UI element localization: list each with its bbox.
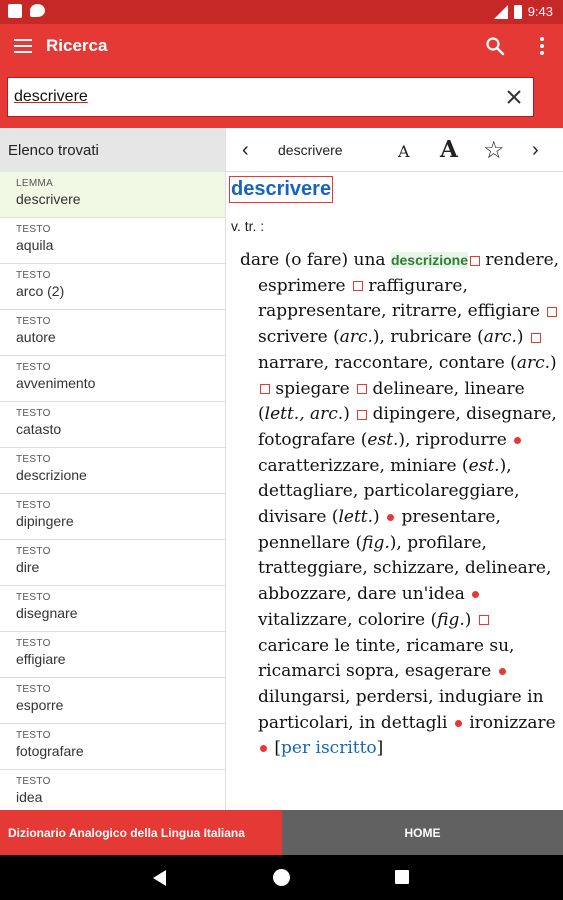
separator-square-icon	[531, 333, 541, 343]
definition-segment: )	[464, 609, 477, 630]
usage-note: est.	[468, 455, 500, 476]
list-item-type: TESTO	[16, 776, 51, 787]
list-item-type: LEMMA	[16, 178, 54, 189]
per-iscritto-link[interactable]: per iscritto	[281, 738, 377, 759]
definition-segment: dipingere, disegnare, fotografare (	[258, 404, 557, 450]
list-item-type: TESTO	[16, 638, 51, 649]
separator-dot-icon	[499, 668, 506, 675]
usage-note: arc.	[516, 352, 550, 373]
results-header: Elenco trovati	[0, 128, 225, 172]
chevron-left-icon[interactable]: ‹	[242, 139, 249, 161]
definition-segment: delineare, lineare (	[258, 378, 525, 425]
app-bar	[0, 24, 563, 68]
list-item[interactable]	[0, 678, 225, 724]
definition-segment: ), rubricare (	[372, 327, 484, 348]
list-item-word: dire	[16, 559, 40, 575]
usage-note: fig.	[362, 532, 390, 553]
tab-home[interactable]: HOME	[282, 810, 563, 855]
definition-segment: raffigurare, rappresentare, ritrarre, effigiare	[258, 275, 546, 322]
definition-segment: rendere, esprimere	[258, 250, 560, 296]
definition-segment: vitalizzare, colorire (	[258, 609, 438, 630]
separator-dot-icon	[387, 514, 394, 521]
list-item[interactable]	[0, 172, 225, 218]
separator-dot-icon	[472, 591, 479, 598]
list-item[interactable]	[0, 586, 225, 632]
definition-segment: ), profilare, tratteggiare, schizzare, delineare, abbozzare, dare un'idea	[258, 532, 552, 605]
list-item[interactable]	[0, 448, 225, 494]
definition-segment: [	[269, 738, 282, 759]
separator-square-icon	[357, 410, 367, 420]
star-icon[interactable]: ☆	[483, 137, 505, 164]
signal-icon	[494, 5, 508, 19]
list-item-type: TESTO	[16, 362, 51, 373]
font-increase-icon[interactable]: A	[440, 136, 458, 163]
definition-segment: dare (o fare) una	[240, 250, 391, 270]
tab-dictionary[interactable]: Dizionario Analogico della Lingua Italiana	[0, 810, 282, 855]
list-item-word: fotografare	[16, 743, 84, 759]
definition-segment: ), riprodurre	[398, 429, 513, 450]
list-item[interactable]	[0, 494, 225, 540]
message-icon	[30, 4, 45, 17]
home-icon[interactable]	[273, 869, 290, 886]
definition-segment: ]	[376, 738, 384, 759]
list-item-type: TESTO	[16, 224, 51, 235]
usage-note: arc.	[339, 327, 373, 348]
list-item-word: effigiare	[16, 651, 66, 667]
list-item-word: descrivere	[16, 191, 81, 207]
definition-segment: spiegare	[270, 378, 356, 399]
definition-segment: )	[343, 404, 356, 425]
detail-panel	[226, 128, 563, 810]
related-term-link[interactable]: descrizione	[390, 252, 468, 268]
list-item-word: esporre	[16, 697, 64, 713]
list-item[interactable]	[0, 770, 225, 810]
list-item-word: arco (2)	[16, 283, 65, 299]
battery-icon	[514, 5, 522, 19]
usage-note: est.	[367, 429, 399, 450]
separator-dot-icon	[514, 437, 521, 444]
definition-segment: dilungarsi, perdersi, indugiare in particolari, in dettagli	[258, 686, 544, 733]
definition-segment: )	[373, 507, 386, 528]
list-item[interactable]	[0, 632, 225, 678]
definition-segment: scrivere (	[258, 327, 340, 348]
list-item-word: catasto	[16, 421, 62, 437]
definition-segment: ), dettagliare, particolareggiare, divisare (	[258, 455, 520, 528]
back-icon[interactable]	[153, 870, 166, 886]
definition-segment: )	[550, 352, 557, 373]
list-item[interactable]	[0, 402, 225, 448]
separator-square-icon	[357, 384, 367, 394]
list-item-word: idea	[16, 789, 43, 805]
list-item[interactable]	[0, 218, 225, 264]
list-item-type: TESTO	[16, 592, 51, 603]
navigation-bar	[0, 855, 563, 900]
detail-toolbar	[226, 128, 563, 172]
separator-square-icon	[353, 281, 363, 291]
menu-icon[interactable]	[14, 39, 32, 53]
list-item-word: aquila	[16, 237, 54, 253]
list-item[interactable]	[0, 310, 225, 356]
list-item[interactable]	[0, 356, 225, 402]
status-bar	[0, 0, 563, 24]
clear-icon[interactable]	[505, 88, 523, 106]
separator-square-icon	[260, 384, 270, 394]
list-item[interactable]	[0, 724, 225, 770]
list-item[interactable]	[0, 264, 225, 310]
definition-segment: narrare, raccontare, contare (	[258, 352, 517, 373]
separator-square-icon	[547, 307, 557, 317]
toolbar-word: descrivere	[278, 142, 343, 158]
search-icon[interactable]	[485, 36, 505, 56]
list-item-type: TESTO	[16, 270, 51, 281]
usage-note: lett.	[338, 507, 374, 528]
sim-icon	[8, 4, 22, 18]
recent-apps-icon[interactable]	[395, 870, 409, 884]
list-item-word: dipingere	[16, 513, 74, 529]
list-item-word: descrizione	[16, 467, 87, 483]
separator-square-icon	[479, 615, 489, 625]
list-item-type: TESTO	[16, 546, 51, 557]
search-input[interactable]	[7, 77, 534, 117]
chevron-right-icon[interactable]: ›	[532, 139, 539, 161]
list-item-type: TESTO	[16, 408, 51, 419]
separator-dot-icon	[455, 720, 462, 727]
results-panel	[0, 128, 226, 810]
definition-segment: ironizzare	[463, 712, 556, 733]
usage-note: arc.	[483, 327, 517, 348]
list-item-word: autore	[16, 329, 56, 345]
separator-dot-icon	[260, 745, 267, 752]
list-item-type: TESTO	[16, 684, 51, 695]
definition-segment: )	[516, 327, 529, 348]
list-item-type: TESTO	[16, 730, 51, 741]
definition-segment: caricare le tinte, ricamare su, ricamarci sopra, esagerare	[258, 635, 515, 682]
list-item-type: TESTO	[16, 454, 51, 465]
list-item-word: disegnare	[16, 605, 78, 621]
part-of-speech: v. tr. :	[231, 218, 265, 234]
search-input-text: descrivere	[14, 88, 88, 105]
list-item-word: avvenimento	[16, 375, 96, 391]
list-item-type: TESTO	[16, 500, 51, 511]
status-time: 9:43	[527, 4, 553, 19]
entry-title: descrivere	[229, 176, 333, 203]
app-title: Ricerca	[46, 36, 108, 55]
search-bar	[0, 68, 563, 128]
more-options-icon[interactable]	[539, 37, 545, 55]
definition-segment: presentare, pennellare (	[258, 507, 501, 553]
usage-note: lett., arc.	[264, 404, 344, 425]
list-item[interactable]	[0, 540, 225, 586]
definition-segment: caratterizzare, miniare (	[258, 455, 469, 476]
separator-square-icon	[470, 256, 480, 266]
font-decrease-icon[interactable]: A	[398, 142, 410, 161]
usage-note: fig.	[437, 609, 465, 630]
definition-text	[240, 248, 560, 762]
list-item-type: TESTO	[16, 316, 51, 327]
